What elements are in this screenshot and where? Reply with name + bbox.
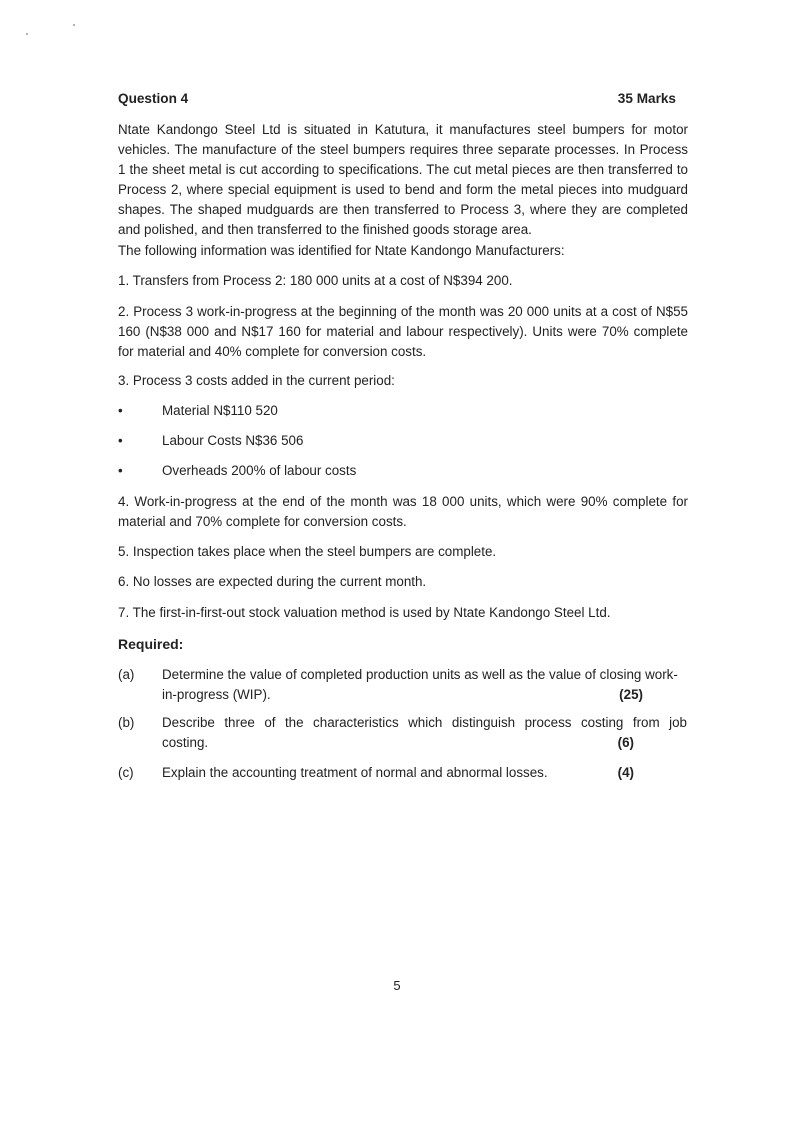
part-mark: (4) <box>617 765 634 780</box>
item-5: 5. Inspection takes place when the steel bumpers are complete. <box>118 544 497 559</box>
item-6: 6. No losses are expected during the current month. <box>118 574 427 589</box>
bullet-symbol: • <box>118 433 123 448</box>
part-text <box>162 713 687 753</box>
bullet-symbol: • <box>118 403 123 418</box>
item-3: 3. Process 3 costs added in the current period: <box>118 373 395 388</box>
question-marks: 35 Marks <box>617 91 676 106</box>
item-4: 4. Work-in-progress at the end of the month was 18 000 units, which were 90% complete for material and 70% complete for conversion costs. <box>118 494 688 529</box>
bullet-text: Material N$110 520 <box>162 403 278 418</box>
part-text-line: Describe three of the characteristics which distinguish process costing from job <box>162 715 687 730</box>
required-part-c <box>118 763 688 783</box>
page-number: 5 <box>393 978 401 993</box>
required-heading: Required: <box>118 636 184 652</box>
item-2: 2. Process 3 work-in-progress at the beginning of the month was 20 000 units at a cost of N$55 160 (N$38 000 and N$17 160 for material and labour respectively). Units were 70% complete for material and 40% complete for conversion costs. <box>118 304 688 359</box>
part-text <box>162 763 687 783</box>
required-part-b <box>118 713 688 753</box>
part-text-line: costing. <box>162 735 209 750</box>
bullet-text: Overheads 200% of labour costs <box>162 463 357 478</box>
part-text-line: in-progress (WIP). <box>162 687 271 702</box>
item-1: 1. Transfers from Process 2: 180 000 units at a cost of N$394 200. <box>118 273 513 288</box>
part-letter: (b) <box>118 715 135 730</box>
bullet-text: Labour Costs N$36 506 <box>162 433 304 448</box>
item-7: 7. The first-in-first-out stock valuation method is used by Ntate Kandongo Steel Ltd. <box>118 605 611 620</box>
part-mark: (6) <box>617 735 634 750</box>
question-header <box>118 89 676 109</box>
question-title: Question 4 <box>118 91 189 106</box>
bullet-symbol: • <box>118 463 123 478</box>
lead-text: The following information was identified for Ntate Kandongo Manufacturers: <box>118 243 565 258</box>
part-letter: (c) <box>118 765 134 780</box>
scan-speck <box>73 24 75 26</box>
part-text-line: Determine the value of completed production units as well as the value of closing work- <box>162 667 678 682</box>
part-mark: (25) <box>619 687 643 702</box>
part-letter: (a) <box>118 667 135 682</box>
scan-speck <box>26 33 28 35</box>
intro-paragraph: Ntate Kandongo Steel Ltd is situated in Katutura, it manufactures steel bumpers for motor vehicles. The manufacture of the steel bumpers requires three separate processes. In Process 1 the sheet metal is cut according to specifications. The cut metal pieces are then transferred to Process 2, where special equipment is used to bend and form the metal pieces into mudguard shapes. The shaped mudguards are then transferred to Process 3, where they are completed and polished, and then transferred to the finished goods storage area. <box>118 122 688 237</box>
part-text-line: Explain the accounting treatment of normal and abnormal losses. <box>162 765 548 780</box>
required-part-a <box>118 665 688 705</box>
part-text <box>162 665 687 705</box>
